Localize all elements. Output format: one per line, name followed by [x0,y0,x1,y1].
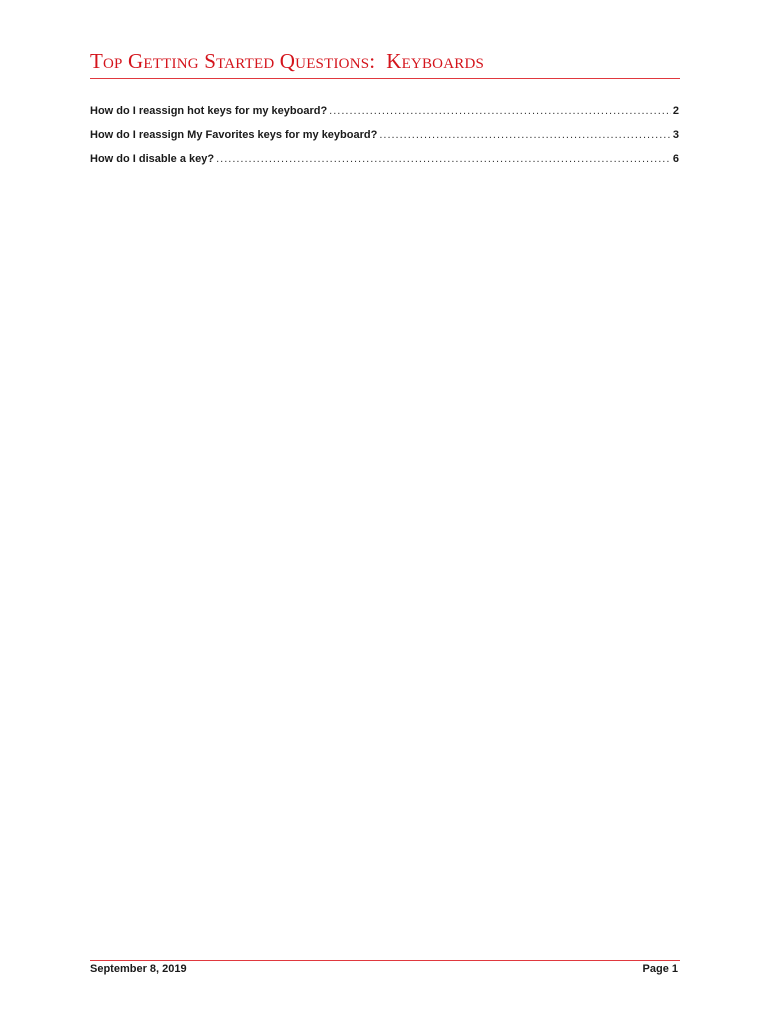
toc-entry-text: How do I reassign hot keys for my keyboard? [90,105,328,117]
toc-page-number: 3 [672,129,679,141]
toc-entry-text: How do I disable a key? [90,153,215,165]
toc-entry-disable-key[interactable] [90,153,679,177]
title-divider [90,78,680,79]
toc-entry-hot-keys[interactable] [90,105,679,129]
toc-dot-leader [329,105,671,117]
toc-dot-leader [379,129,671,141]
toc-page-number: 6 [672,153,679,165]
page-title: Top Getting Started Questions: Keyboards [90,49,485,73]
page-footer [90,963,678,975]
toc-entry-text: How do I reassign My Favorites keys for my keyboard? [90,129,378,141]
toc-entry-favorites-keys[interactable] [90,129,679,153]
toc-dot-leader [216,153,671,165]
footer-date: September 8, 2019 [90,963,187,975]
table-of-contents [90,105,679,177]
footer-divider [90,960,680,961]
toc-page-number: 2 [672,105,679,117]
footer-page-number: Page 1 [642,963,678,975]
